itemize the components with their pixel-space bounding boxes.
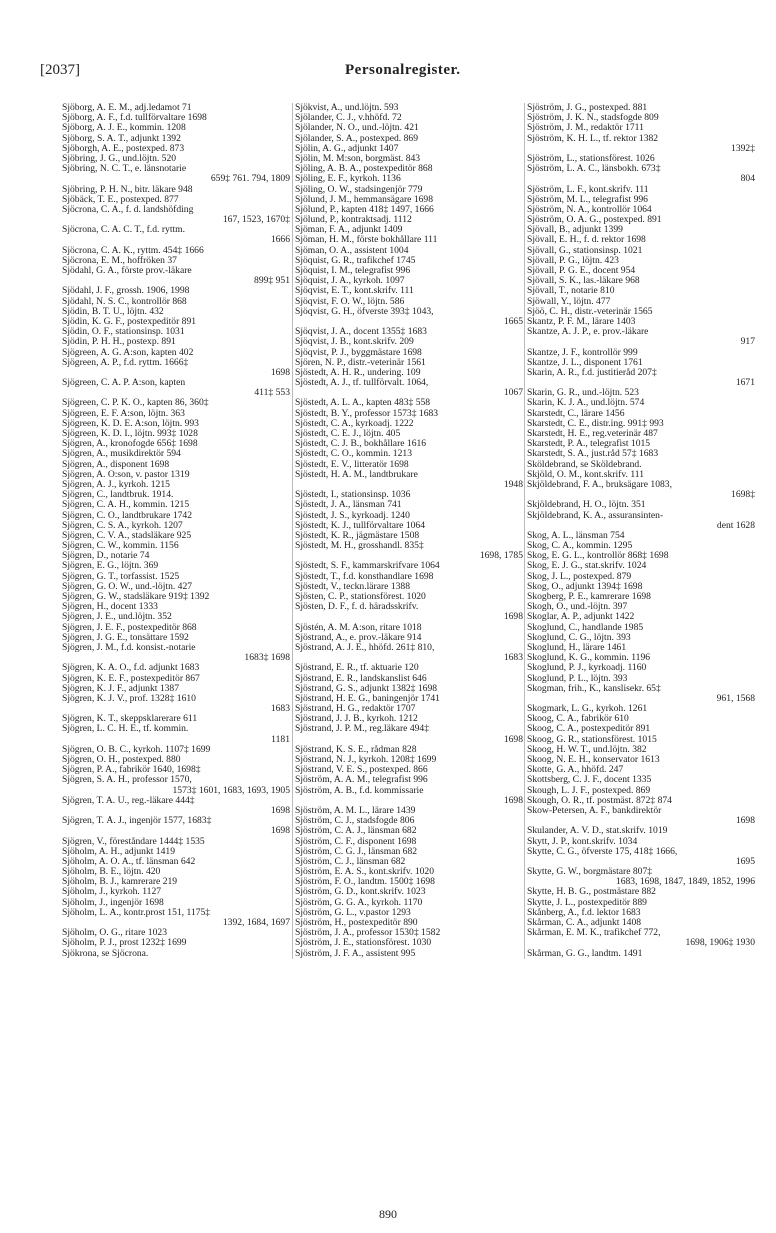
register-entry: Skoog, H. W. T., und.löjtn. 382 [527,744,647,755]
register-entry: Sjöquist, I. M., telegrafist 996 [295,266,411,276]
register-entry: Sjöstedt, J. A., länsman 741 [295,500,402,511]
register-entry: Sjövall, G., stationsinsp. 1021 [527,245,643,256]
register-entry: Sjöstedt, B. Y., professor 1573‡ 1683 [295,408,439,419]
register-entry: Sjögren, V., föreståndare 1444‡ 1535 [62,836,205,847]
register-entry: Skoglund, P. J., kyrkoadj. 1160 [527,663,647,674]
register-entry: Skotte, G. A., hhöfd. 247 [527,765,624,776]
register-entry: Sjögren, C. W., kommin. 1156 [62,541,179,552]
register-entry: Sjöling, A. B. A., postexpeditör 868 [295,164,433,175]
register-entry: Sjöman, H. M., förste bokhållare 111 [295,235,438,246]
register-entry: Sjöström, C. J., länsman 682 [295,856,406,867]
register-entry: Sjöström, J. M., redaktör 1711 [527,123,644,134]
register-entry: Skarstedt, H. E., reg.veterinär 487 [527,429,658,439]
register-entry: Skarstedt, C., lärare 1456 [527,408,625,419]
register-entry: Sjöcrona, E. M., hoffröken 37 [62,255,177,266]
register-entry: Sjövall, B., adjunkt 1399 [527,225,623,236]
register-entry: Skantze, J. F., kontrollör 999 [527,347,638,358]
register-entry: Sjöstrand, K. S. E., rådman 828 [295,744,417,755]
register-entry: Sjöström, J. A., professor 1530‡ 1582 [295,928,441,939]
register-entry: Sjöholm, B. J., kamrerare 219 [62,877,178,888]
page-number: 890 [379,1207,397,1221]
register-entry: 961, 1568 [716,693,755,704]
register-entry: Skog, J. L., postexped. 879 [527,571,632,582]
register-entry: Sjöstedt, A. J., tf. tullförvalt. 1064, [295,378,429,389]
register-entry: Sjögreen, K. D. E. A:son, löjtn. 993 [62,418,199,429]
register-entry: Sjögren, C. A. H., kommin. 1215 [62,500,190,511]
register-entry: Sjövall, T., notarie 810 [527,286,615,297]
register-entry: Sjöcrona, C. A., f. d. landshöfding [62,204,194,215]
register-entry: Skantz, P. F. M., lärare 1403 [527,316,636,327]
register-column-1 [62,103,294,959]
register-entry: Sjögren, K. J. F., adjunkt 1387 [62,683,180,694]
register-entry: Sjögren, A. O:son, v. pastor 1319 [62,469,190,480]
register-entry: Skytte, C. G., öfverste 175, 418‡ 1666, [527,846,678,857]
register-entry: Sjöborgh, A. E., postexped. 873 [62,143,185,154]
register-entry: Sjögren, O. H., postexped. 880 [62,755,181,765]
register-entry: Skytte, G. W., borgmästare 807‡ [527,867,653,878]
register-entry: Sjögren, C. S. A., kyrkoh. 1207 [62,520,183,531]
register-entry: Skarin, A. R., f.d. justitieråd 207‡ [527,367,657,378]
register-entry: Sjögren, O. B. C., kyrkoh. 1107‡ 1699 [62,744,211,755]
register-entry: Sjöström, J. E., stationsförest. 1030 [295,938,432,949]
register-entry: 1948 [503,479,523,490]
register-entry: Sjöström, L., stationsförest. 1026 [527,153,655,164]
register-entry: Sjögren, G. W., stadsläkare 919‡ 1392 [62,592,210,602]
register-entry: Skogman, frih., K., kanslisekr. 65‡ [527,683,661,694]
register-entry: Sjöström, F. O., landtm. 1500‡ 1698 [295,877,435,888]
register-entry: Skoglund, H., lärare 1461 [527,642,627,653]
register-entry: Sjöborg, S. A. T., adjunkt 1392 [62,133,181,144]
register-entry: Sjöström, N. A., kontrollör 1064 [527,204,652,215]
register-entry: Sjödin, K. G. F., postexpeditör 891 [62,316,197,327]
register-entry: Skoglund, C. G., löjtn. 393 [527,632,631,643]
register-entry: Skjöldebrand, K. A., assuransinten- [527,510,664,521]
register-entry: Sjöbring, J. G., und.löjtn. 520 [62,153,177,164]
register-entry: Sjögren, P. A., fabrikör 1640, 1698‡ [62,765,201,776]
page-marker: [2037] [40,62,80,78]
register-entry: Sjöström, J. F. A., assistent 995 [295,948,416,959]
register-entry: Skoog, N. E. H., konservator 1613 [527,755,660,765]
register-entry: Skårman, C. A., adjunkt 1408 [527,918,642,928]
register-entry: Sjöstén, A. M. A:son, ritare 1018 [295,622,422,633]
register-entry: Skottsberg, C. J. F., docent 1335 [527,775,652,786]
register-entry: Sjöling, O. W., stadsingenjör 779 [295,184,423,195]
register-entry: Sjören, N. P., distr.-veterinär 1561 [295,357,426,368]
register-entry: Sjöstrand, V. E. S., postexped. 866 [295,765,428,776]
register-entry: Sjöström, K. H. L., tf. rektor 1382 [527,133,659,144]
register-entry: Sjöstedt, C. A., kyrkoadj. 1222 [295,418,414,429]
register-entry: Sjöstrand, A. J. E., hhöfd. 261‡ 810, [295,642,435,653]
register-entry: 1695 [735,856,755,867]
register-entry: Sjövall, P. G. E., docent 954 [527,266,636,276]
register-entry: 1683‡ 1698 [244,653,290,664]
register-entry: Skånberg, A., f.d. lektor 1683 [527,907,641,918]
register-entry: Skoglund, K. G., kommin. 1196 [527,653,651,664]
register-entry: Sjöstedt, M. H., grosshandl. 835‡ [295,541,424,552]
register-entry: 917 [740,337,755,348]
register-entry: Sjöstedt, V., teckn.lärare 1388 [295,581,411,592]
register-entry: Sjögren, T. A. U., reg.-läkare 444‡ [62,795,195,806]
register-entry: Sjölin, A. G., adjunkt 1407 [295,143,399,154]
register-entry: Skow-Petersen, A. F., bankdirektör [527,805,662,816]
register-entry: Sjöström, C. G. J., länsman 682 [295,846,418,857]
register-entry: Sjöström, M. L., telegrafist 996 [527,194,648,205]
register-entry: 1666 [270,235,290,246]
register-entry: 1698‡ [731,490,755,501]
register-entry: Sjöstedt, T., f.d. konsthandlare 1698 [295,571,434,582]
register-entry: Sjöstrand, J. J. B., kyrkoh. 1212 [295,714,418,725]
register-entry: Sjölander, N. O., und.-löjtn. 421 [295,123,419,134]
page-title: Personalregister. [345,62,461,78]
register-entry: dent 1628 [716,520,755,531]
register-entry: Sjöstrand, N. J., kyrkoh. 1208‡ 1699 [295,755,437,765]
register-entry: Sjöström, L. A. C., länsbokh. 673‡ [527,164,661,175]
register-entry: Sjöstedt, A. L. A., kapten 483‡ 558 [295,398,431,409]
register-entry: Sjöstedt, K. J., tullförvaltare 1064 [295,520,426,531]
register-entry: 1573‡ 1601, 1683, 1693, 1905 [172,785,290,796]
register-entry: Sjöborg, A. F., f.d. tullförvaltare 1698 [62,113,207,124]
register-entry: Skårman, E. M. K., trafikchef 772, [527,928,661,939]
register-entry: Sjöqvist, F. O. W., löjtn. 586 [295,296,405,307]
register-entry: Skarstedt, P. A., telegrafist 1015 [527,439,651,450]
register-entry: Sjöström, G. G. A., kyrkoh. 1170 [295,897,423,908]
register-entry: Skulander, A. V. D., stat.skrifv. 1019 [527,826,668,837]
register-entry: Sjögren, A. J., kyrkoh. 1215 [62,479,170,490]
register-entry: Sjöstedt, A. H. R., undering. 109 [295,367,421,378]
register-entry: Sjölund, P., kapten 418‡ 1497, 1666 [295,204,434,215]
register-entry: 1683 [270,704,290,715]
register-entry: Skjöld, O. M., kont.skrifv. 111 [527,469,644,480]
register-entry: Skjöldebrand, F. A., bruksägare 1083, [527,479,672,490]
register-entry: Sjöling, E. F., kyrkoh. 1136 [295,174,401,185]
register-entry: Skarin, K. J. A., und.löjtn. 574 [527,398,645,409]
register-entry: Sjöholm, L. A., kontr.prost 151, 1175‡ [62,907,211,918]
register-entry: Sjöstedt, I., stationsinsp. 1036 [295,490,411,501]
register-entry: Skytte, H. B. G., postmästare 882 [527,887,656,898]
register-entry: Sjögren, K. E. F., postexpeditör 867 [62,673,200,684]
register-entry: Sjögreen, K. D. I., löjtn. 993‡ 1028 [62,429,198,439]
register-entry: Sjögren, K. J. V., prof. 1328‡ 1610 [62,693,196,704]
register-entry: 804 [740,174,755,185]
register-entry: Skog, O., adjunkt 1394‡ 1698 [527,581,643,592]
register-entry: Sjögren, H., docent 1333 [62,602,158,613]
register-entry: Sjögren, E. G., löjtn. 369 [62,561,159,572]
register-entry: Sjöstrand, E. R., landskanslist 646 [295,673,427,684]
register-entry: Skog, A. L., länsman 754 [527,530,625,541]
register-entry: Sjöström, A. M. L., lärare 1439 [295,805,416,816]
register-entry: Sjöström, H., postexpeditör 890 [295,918,418,928]
register-entry: Skog, E. J. G., stat.skrifv. 1024 [527,561,647,572]
register-entry: Sjöholm, A. O. A., tf. länsman 642 [62,856,196,867]
register-entry: 899‡ 951 [254,276,290,287]
register-entry: Sjöstedt, K. R., jägmästare 1508 [295,530,420,541]
register-entry: Skoog, C. A., postexpeditör 891 [527,724,651,735]
register-entry: Sjödahl, N. S. C., kontrollör 868 [62,296,187,307]
register-entry: Sjöqvist, G. H., öfverste 393‡ 1043, [295,306,434,317]
register-entry: Sjöstrand, H. G., redaktör 1707 [295,704,416,715]
register-entry: Sjökvist, A., und.löjtn. 593 [295,103,399,113]
register-entry: Sjöman, F. A., adjunkt 1409 [295,225,403,236]
register-entry: 1698 [735,816,755,827]
register-entry: Sjöbring, P. H. N., bitr. läkare 948 [62,184,193,195]
register-entry: Skough, L. J. F., postexped. 869 [527,785,651,796]
register-entry: Sjöström, O. A. G., postexped. 891 [527,215,662,226]
register-entry: Sjölund, P., kontraktsadj. 1112 [295,215,412,226]
register-entry: 1181 [271,734,290,745]
register-entry: Sjöstedt, E. V., litteratör 1698 [295,459,409,470]
register-entry: 1698, 1906‡ 1930 [685,938,755,949]
register-entry: Sjögren, K. T., skeppsklarerare 611 [62,714,198,725]
register-entry: Sjögren, A., disponent 1698 [62,459,170,470]
register-entry: Sjögren, S. A. H., professor 1570, [62,775,192,786]
register-entry: Sjöquist, G. R., trafikchef 1745 [295,255,416,266]
register-entry: 1665 [503,316,523,327]
register-entry: Sjögreen, A. G. A:son, kapten 402 [62,347,194,358]
register-entry: Sjögren, J. E., und.löjtn. 352 [62,612,172,623]
register-entry: Sjöström, G. D., kont.skrifv. 1023 [295,887,426,898]
register-entry: Skantze, J. L., disponent 1761 [527,357,643,368]
register-entry: Sjöstrand, E. R., tf. aktuarie 120 [295,663,419,674]
register-entry: Sjöqvist, J. A., docent 1355‡ 1683 [295,327,427,338]
register-entry: Sköldebrand, se Sköldebrand. [527,459,642,470]
register-entry: Sjöqvist, J. B., kont.skrifv. 209 [295,337,414,348]
register-entry: Skogmark, L. G., kyrkoh. 1261 [527,704,648,715]
register-entry: Sjögren, C. V. A., stadsläkare 925 [62,530,192,541]
register-entry: Sjögreen, C. A. P. A:son, kapten [62,378,186,389]
register-entry: Skantze, A. J. P., e. prov.-läkare [527,327,649,338]
register-entry: Sjövall, P. G., löjtn. 423 [527,255,619,266]
register-entry: 1698, 1785 [479,551,523,562]
register-entry: 1698 [503,612,523,623]
register-entry: Sjöcrona, C. A. K., ryttm. 454‡ 1666 [62,245,204,256]
register-entry: Sjöström, E. A. S., kont.skrifv. 1020 [295,867,435,878]
register-entry: Sjöquist, J. A., kyrkoh. 1097 [295,276,405,287]
register-entry: Sjöström, C. A. J., länsman 682 [295,826,417,837]
register-entry: 1067 [503,388,523,399]
register-entry: Sjöholm, B. E., löjtn. 420 [62,867,161,878]
register-entry: 1683 [503,653,523,664]
register-entry: Skoog, G. R., stationsförest. 1015 [527,734,657,745]
register-entry: Skytte, J. L., postexpeditör 889 [527,897,647,908]
register-entry: Sjöholm, A. H., adjunkt 1419 [62,846,175,857]
register-entry: Sjödin, O. F., stationsinsp. 1031 [62,327,185,338]
register-entry: Sjöstedt, J. S., kyrkoadj. 1240 [295,510,410,521]
register-entry: Sjöwall, Y., löjtn. 477 [527,296,611,307]
register-entry: Sjödahl, J. F., grossh. 1906, 1998 [62,286,190,297]
register-entry: Sjögren, K. A. O., f.d. adjunkt 1683 [62,663,200,674]
register-entry: Skough, O. R., tf. postmäst. 872‡ 874 [527,795,672,806]
register-entry: Sjögren, L. C. H. E., tf. kommin. [62,724,189,735]
register-entry: Sjöstrand, A., e. prov.-läkare 914 [295,632,422,643]
register-entry: Sjögren, J. M., f.d. konsist.-notarie [62,642,196,653]
register-entry: Sjögren, D., notarie 74 [62,551,150,562]
register-entry: Sjöström, J. K. N., stadsfogde 809 [527,113,659,124]
register-entry: Sjöstrand, J. P. M., reg.läkare 494‡ [295,724,430,735]
register-entry: Skytt, J. P., kont.skrifv. 1034 [527,836,638,847]
register-entry: 411‡ 553 [254,388,290,399]
register-entry: Sjögreen, A. P., f.d. ryttm. 1666‡ [62,357,189,368]
register-entry: Skoog, C. A., fabrikör 610 [527,714,629,725]
register-entry: Skoglar, A. P., adjunkt 1422 [527,612,635,623]
register-entry: 1698 [503,734,523,745]
register-entry: Sjöö, C. H., distr.-veterinär 1565 [527,306,653,317]
register-entry: Sjöholm, J., ingenjör 1698 [62,897,164,908]
register-entry: Sjögren, G. O. W., und.-löjtn. 427 [62,581,193,592]
register-entry: Sjöström, G. L., v.pastor 1293 [295,907,411,918]
register-entry: Skarstedt, C. E., distr.ing. 991‡ 993 [527,418,664,429]
register-entry: Sjögren, C., landtbruk. 1914. [62,490,174,501]
register-entry: Skjöldebrand, H. O., löjtn. 351 [527,500,646,511]
register-entry: Sjöborg, A. J. E., kommin. 1208 [62,123,186,134]
register-entry: Sjöstrand, H. E. G., baningenjör 1741 [295,693,440,704]
register-entry: Sjödin, P. H. H., postexp. 891 [62,337,176,348]
register-entry: Skårman, G. G., landtm. 1491 [527,948,643,959]
register-entry: Sjöström, A. A. M., telegrafist 996 [295,775,428,786]
register-entry: 1683, 1698, 1847, 1849, 1852, 1996 [615,877,755,888]
register-entry: Sjöström, J. G., postexped. 881 [527,103,648,113]
register-entry: 167, 1523, 1670‡ [222,215,290,226]
register-entry: 1392, 1684, 1697 [222,918,290,928]
register-entry: Sjösten, C. P., stationsförest. 1020 [295,592,426,602]
register-entry: Sjövall, S. K., las.-läkare 968 [527,276,640,287]
register-entry: Sjögren, A., musikdirektör 594 [62,449,181,460]
register-entry: Sjöstedt, C. J. B., bokhållare 1616 [295,439,427,450]
register-entry: Sjögren, J. G. E., tonsättare 1592 [62,632,189,643]
register-entry: Sjöqvist, P. J., byggmästare 1698 [295,347,422,358]
register-column-3 [524,103,759,959]
register-entry: Sjöstedt, H. A. M., landtbrukare [295,469,418,480]
register-entry: Sjöbäck, T. E., postexped. 877 [62,194,179,205]
register-column-2 [292,103,527,959]
register-entry: 1698 [270,805,290,816]
register-entry: 1698 [270,826,290,837]
register-entry: 1671 [735,378,755,389]
register-entry: Sjölander, C. J., v.hhöfd. 72 [295,113,402,124]
register-entry: Skogh, O., und.-löjtn. 397 [527,602,628,613]
register-entry: Sjödin, B. T. U., löjtn. 432 [62,306,164,317]
register-entry: Sjögreen, E. F. A:son, löjtn. 363 [62,408,185,419]
register-entry: Sjölund, J. M., hemmansägare 1698 [295,194,434,205]
register-entry: Sjöcrona, C. A. C. T., f.d. ryttm. [62,225,186,236]
register-entry: Sjöstedt, C. E. J., löjtn. 405 [295,429,401,439]
register-entry: Sjölander, S. A., postexped. 869 [295,133,418,144]
register-entry: Sjögren, A., kronofogde 656‡ 1698 [62,439,198,450]
register-entry: Sjöstrand, G. S., adjunkt 1382‡ 1698 [295,683,438,694]
register-entry: Sjöström, C. J., stadsfogde 806 [295,816,415,827]
register-entry: Sjöborg, A. E. M., adj.ledamot 71 [62,103,192,113]
register-entry: Sjöström, A. B., f.d. kommissarie [295,785,424,796]
register-entry: Skogberg, P. E., kamrerare 1698 [527,592,651,602]
register-entry: Skog, E. G. L., kontrollör 868‡ 1698 [527,551,669,562]
register-entry: Skoglund, P. L., löjtn. 393 [527,673,628,684]
register-entry: Sjöholm, J., kyrkoh. 1127 [62,887,162,898]
register-entry: Sjöman, O. A., assistent 1004 [295,245,409,256]
register-entry: Sjölin, M. M:son, borgmäst. 843 [295,153,421,164]
register-entry: 659‡ 761. 794, 1809 [210,174,290,185]
register-entry: Sjöholm, P. J., prost 1232‡ 1699 [62,938,187,949]
register-entry: 1392‡ [731,143,755,154]
register-entry: Sjöbring, N. C. T., e. länsnotarie [62,164,187,175]
register-entry: Skoglund, C., handlande 1985 [527,622,644,633]
register-entry: Sjögren, C. O., landtbrukare 1742 [62,510,193,521]
register-entry: 1698 [270,367,290,378]
register-entry: Sjögren, J. E. F., postexpeditör 868 [62,622,197,633]
register-entry: Sjögreen, C. P. K. O., kapten 86, 360‡ [62,398,209,409]
register-entry: Sjöholm, O. G., ritare 1023 [62,928,167,939]
register-entry: Sjövall, E. H., f. d. rektor 1698 [527,235,646,246]
register-entry: Sjöström, C. F., disponent 1698 [295,836,417,847]
register-entry: Skog, C. A., kommin. 1295 [527,541,633,552]
register-columns [62,103,755,1195]
register-entry: Skarstedt, S. A., just.råd 57‡ 1683 [527,449,659,460]
register-entry: Sjöstedt, S. F., kammarskrifvare 1064 [295,561,440,572]
register-entry: Sjöström, L. F., kont.skrifv. 111 [527,184,649,195]
register-entry: Sjögren, T. Å. J., ingenjör 1577, 1683‡ [62,816,212,827]
register-entry: Sjögren, G. T., torfassist. 1525 [62,571,180,582]
register-entry: Sjöqvist, E. T., kont.skrifv. 111 [295,286,414,297]
register-entry: Skarin, G. R., und.-löjtn. 523 [527,388,639,399]
register-entry: Sjökrona, se Sjöcrona. [62,948,149,959]
register-entry: Sjösten, D. F., f. d. häradsskrifv. [295,602,419,613]
register-entry: Sjöstedt, C. O., kommin. 1213 [295,449,412,460]
register-entry: 1698 [503,795,523,806]
register-entry: Sjödahl, G. A., förste prov.-läkare [62,266,192,276]
page-header [40,62,730,84]
